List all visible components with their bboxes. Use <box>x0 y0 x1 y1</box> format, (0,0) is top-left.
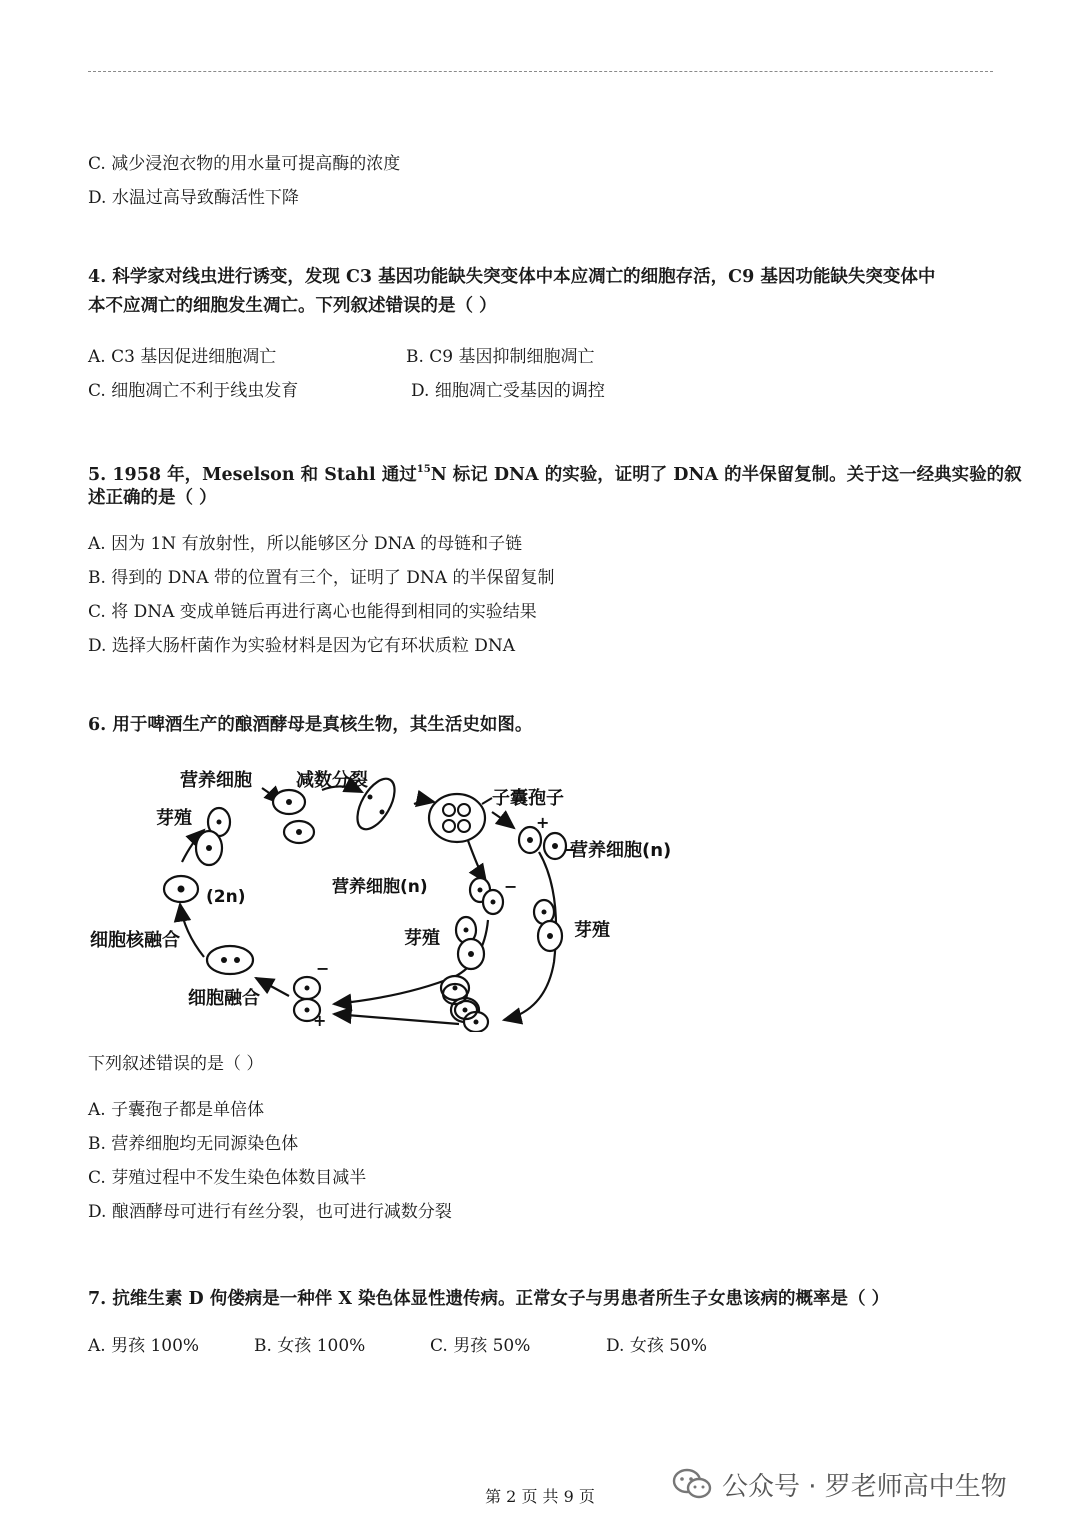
label-budding: 芽殖 <box>156 808 192 829</box>
watermark-text: 公众号 · 罗老师高中生物 <box>722 1471 1007 1502</box>
label-diploid: (2n) <box>206 887 246 907</box>
arrow-to-ascus <box>414 801 434 804</box>
q7-stem: 7. 抗维生素 D 佝偻病是一种伴 X 染色体显性遗传病。正常女子与男患者所生子女患该病的概率是（ ） <box>88 1289 890 1309</box>
q6-option-b: B. 营养细胞均无同源染色体 <box>88 1134 299 1154</box>
label-vegetative-cell: 营养细胞 <box>180 770 252 791</box>
q3-option-d: D. 水温过高导致酶活性下降 <box>88 188 299 208</box>
arrow-karyogamy-up <box>180 904 204 957</box>
q5-option-c: C. 将 DNA 变成单链后再进行离心也能得到相同的实验结果 <box>88 602 537 622</box>
q7-option-c: C. 男孩 50% <box>430 1336 531 1356</box>
watermark <box>672 1462 1007 1506</box>
q4-option-a: A. C3 基因促进细胞凋亡 <box>88 347 277 367</box>
q3-option-c: C. 减少浸泡衣物的用水量可提高酶的浓度 <box>88 154 401 174</box>
sign-plus-bottom: + <box>313 1011 327 1030</box>
q4-option-c: C. 细胞凋亡不利于线虫发育 <box>88 381 299 401</box>
sign-minus-mid: − <box>504 877 518 896</box>
q5-stem-pre: 5. 1958 年，Meselson 和 Stahl 通过 <box>88 465 417 485</box>
label-ascospore: 子囊孢子 <box>492 788 564 809</box>
header-rule <box>88 71 993 72</box>
label-vegetative-cell-n-right: 营养细胞(n) <box>570 840 672 861</box>
label-cell-fusion: 细胞融合 <box>188 988 260 1009</box>
q5-stem-post: N 标记 DNA 的实验，证明了 DNA 的半保留复制。关于这一经典实验的叙 <box>430 465 1022 485</box>
page-number: 第 2 页 共 9 页 <box>485 1487 595 1506</box>
q4-stem-line1: 4. 科学家对线虫进行诱变，发现 C3 基因功能缺失突变体中本应凋亡的细胞存活，C9 基因功能缺失突变体中 <box>88 267 936 287</box>
sign-minus-bottom: − <box>316 959 330 978</box>
q4-option-d: D. 细胞凋亡受基因的调控 <box>411 381 605 401</box>
arrow-to-karyogamy <box>256 978 289 996</box>
q5-option-b: B. 得到的 DNA 带的位置有三个，证明了 DNA 的半保留复制 <box>88 568 555 588</box>
q6-option-d: D. 酿酒酵母可进行有丝分裂，也可进行减数分裂 <box>88 1202 452 1222</box>
yeast-life-cycle-diagram <box>84 752 724 1032</box>
wechat-icon <box>672 1467 712 1501</box>
q4-stem-line2: 本不应凋亡的细胞发生凋亡。下列叙述错误的是（ ） <box>88 296 497 316</box>
q6-question: 下列叙述错误的是（ ） <box>88 1054 264 1074</box>
label-vegetative-cell-n-mid: 营养细胞(n) <box>332 877 428 897</box>
q7-option-d: D. 女孩 50% <box>606 1336 708 1356</box>
q6-option-c: C. 芽殖过程中不发生染色体数目减半 <box>88 1168 367 1188</box>
sign-plus-top: + <box>536 813 550 832</box>
arrow-ascus-plus <box>492 812 514 828</box>
q5-stem-line1 <box>88 459 1022 486</box>
label-budding-mid: 芽殖 <box>404 928 440 949</box>
q5-option-d: D. 选择大肠杆菌作为实验材料是因为它有环状质粒 DNA <box>88 636 516 656</box>
q5-stem-line2: 述正确的是（ ） <box>88 488 217 508</box>
label-karyogamy: 细胞核融合 <box>90 930 180 951</box>
q6-option-a: A. 子囊孢子都是单倍体 <box>88 1100 265 1120</box>
q7-option-b: B. 女孩 100% <box>254 1336 366 1356</box>
q6-stem: 6. 用于啤酒生产的酿酒酵母是真核生物，其生活史如图。 <box>88 715 533 735</box>
q5-stem-sup: 15 <box>416 464 431 475</box>
q4-option-b: B. C9 基因抑制细胞凋亡 <box>406 347 595 367</box>
label-meiosis: 减数分裂 <box>296 770 368 791</box>
arrow-to-fusion <box>334 1014 459 1024</box>
label-budding-right: 芽殖 <box>574 920 610 941</box>
q5-option-a: A. 因为 1N 有放射性，所以能够区分 DNA 的母链和子链 <box>88 534 523 554</box>
q7-option-a: A. 男孩 100% <box>88 1336 200 1356</box>
